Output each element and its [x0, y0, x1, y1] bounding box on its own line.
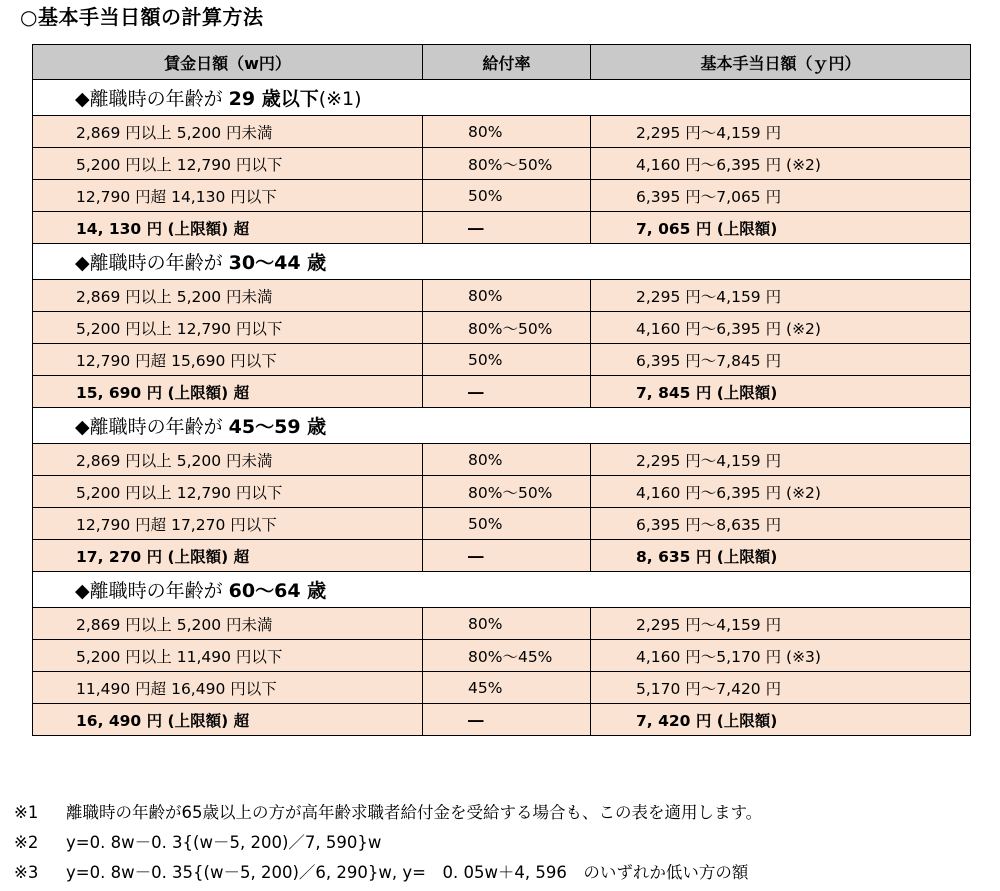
header-wage: 賃金日額（w円）: [33, 45, 423, 80]
table-row: [33, 344, 971, 376]
footnote-mark: ※1: [14, 803, 39, 822]
age-group-prefix: ◆離職時の年齢が: [75, 416, 229, 438]
age-group-prefix: ◆離職時の年齢が: [75, 88, 229, 110]
table-row: [33, 508, 971, 540]
table-row: [33, 608, 971, 640]
age-group-row: [33, 80, 971, 116]
daily-amount-cell: 2,295 円～4,159 円: [591, 608, 971, 640]
wage-cell: 12,790 円超 14,130 円以下: [33, 180, 423, 212]
footnote-2: [14, 828, 994, 858]
daily-amount-cell: 8, 635 円 (上限額): [591, 540, 971, 572]
footnote-text: y=0. 8w－0. 3{(w－5, 200)／7, 590}w: [66, 833, 382, 852]
wage-cell: 2,869 円以上 5,200 円未満: [33, 608, 423, 640]
page-title: ○基本手当日額の計算方法: [20, 5, 264, 29]
rate-cell: 80%～50%: [423, 476, 591, 508]
wage-cell: 16, 490 円 (上限額) 超: [33, 704, 423, 736]
age-group-prefix: ◆離職時の年齢が: [75, 580, 229, 602]
rate-cell: ―: [423, 540, 591, 572]
table-row: [33, 148, 971, 180]
table-row: [33, 476, 971, 508]
daily-amount-cell: 2,295 円～4,159 円: [591, 116, 971, 148]
footnotes: [14, 798, 994, 888]
age-group-row: [33, 244, 971, 280]
footnote-mark: ※3: [14, 863, 39, 882]
daily-amount-cell: 7, 845 円 (上限額): [591, 376, 971, 408]
table-row: [33, 312, 971, 344]
age-group-row: [33, 408, 971, 444]
rate-cell: 50%: [423, 508, 591, 540]
wage-cell: 12,790 円超 17,270 円以下: [33, 508, 423, 540]
rate-cell: ―: [423, 212, 591, 244]
rate-cell: 80%: [423, 116, 591, 148]
rate-cell: 80%～50%: [423, 148, 591, 180]
age-group-label: [33, 408, 971, 444]
footnote-text: 離職時の年齢が65歳以上の方が高年齢求職者給付金を受給する場合も、この表を適用します。: [66, 803, 763, 822]
wage-cell: 14, 130 円 (上限額) 超: [33, 212, 423, 244]
daily-amount-cell: 7, 420 円 (上限額): [591, 704, 971, 736]
table-row: [33, 280, 971, 312]
footnote-text: y=0. 8w－0. 35{(w－5, 200)／6, 290}w, y= 0. 05w＋4, 596 のいずれか低い方の額: [66, 863, 749, 882]
daily-amount-cell: 7, 065 円 (上限額): [591, 212, 971, 244]
wage-cell: 5,200 円以上 11,490 円以下: [33, 640, 423, 672]
table-header-row: [33, 45, 971, 80]
daily-amount-cell: 2,295 円～4,159 円: [591, 280, 971, 312]
rate-cell: 80%: [423, 444, 591, 476]
rate-cell: 80%: [423, 280, 591, 312]
table-row: [33, 116, 971, 148]
rate-cell: ―: [423, 376, 591, 408]
cap-row: [33, 376, 971, 408]
rate-cell: 50%: [423, 344, 591, 376]
footnote-3: [14, 858, 994, 888]
age-group-range: 30～44 歳: [228, 252, 327, 274]
wage-cell: 2,869 円以上 5,200 円未満: [33, 280, 423, 312]
rate-cell: ―: [423, 704, 591, 736]
wage-cell: 2,869 円以上 5,200 円未満: [33, 444, 423, 476]
wage-cell: 12,790 円超 15,690 円以下: [33, 344, 423, 376]
daily-amount-cell: 4,160 円～6,395 円 (※2): [591, 148, 971, 180]
wage-cell: 5,200 円以上 12,790 円以下: [33, 476, 423, 508]
table-body: [33, 80, 971, 736]
daily-amount-cell: 6,395 円～7,845 円: [591, 344, 971, 376]
benefit-table: [32, 44, 971, 736]
daily-amount-cell: 2,295 円～4,159 円: [591, 444, 971, 476]
age-group-row: [33, 572, 971, 608]
cap-row: [33, 540, 971, 572]
daily-amount-cell: 6,395 円～8,635 円: [591, 508, 971, 540]
age-group-prefix: ◆離職時の年齢が: [75, 252, 229, 274]
table-row: [33, 444, 971, 476]
daily-amount-cell: 4,160 円～6,395 円 (※2): [591, 476, 971, 508]
wage-cell: 15, 690 円 (上限額) 超: [33, 376, 423, 408]
cap-row: [33, 704, 971, 736]
age-group-label: [33, 572, 971, 608]
rate-cell: 80%～45%: [423, 640, 591, 672]
daily-amount-cell: 6,395 円～7,065 円: [591, 180, 971, 212]
age-group-label: [33, 80, 971, 116]
age-group-label: [33, 244, 971, 280]
table-row: [33, 180, 971, 212]
wage-cell: 17, 270 円 (上限額) 超: [33, 540, 423, 572]
age-group-range: 29 歳以下: [228, 88, 319, 110]
wage-cell: 5,200 円以上 12,790 円以下: [33, 148, 423, 180]
age-group-range: 45～59 歳: [228, 416, 327, 438]
footnote-1: [14, 798, 994, 828]
daily-amount-cell: 5,170 円～7,420 円: [591, 672, 971, 704]
rate-cell: 50%: [423, 180, 591, 212]
age-group-range: 60～64 歳: [228, 580, 327, 602]
rate-cell: 45%: [423, 672, 591, 704]
age-group-note: (※1): [318, 88, 362, 110]
table-row: [33, 672, 971, 704]
table-row: [33, 640, 971, 672]
header-rate: 給付率: [423, 45, 591, 80]
wage-cell: 2,869 円以上 5,200 円未満: [33, 116, 423, 148]
rate-cell: 80%: [423, 608, 591, 640]
cap-row: [33, 212, 971, 244]
header-daily-amount: 基本手当日額（ｙ円）: [591, 45, 971, 80]
daily-amount-cell: 4,160 円～5,170 円 (※3): [591, 640, 971, 672]
wage-cell: 11,490 円超 16,490 円以下: [33, 672, 423, 704]
daily-amount-cell: 4,160 円～6,395 円 (※2): [591, 312, 971, 344]
wage-cell: 5,200 円以上 12,790 円以下: [33, 312, 423, 344]
footnote-mark: ※2: [14, 833, 39, 852]
rate-cell: 80%～50%: [423, 312, 591, 344]
